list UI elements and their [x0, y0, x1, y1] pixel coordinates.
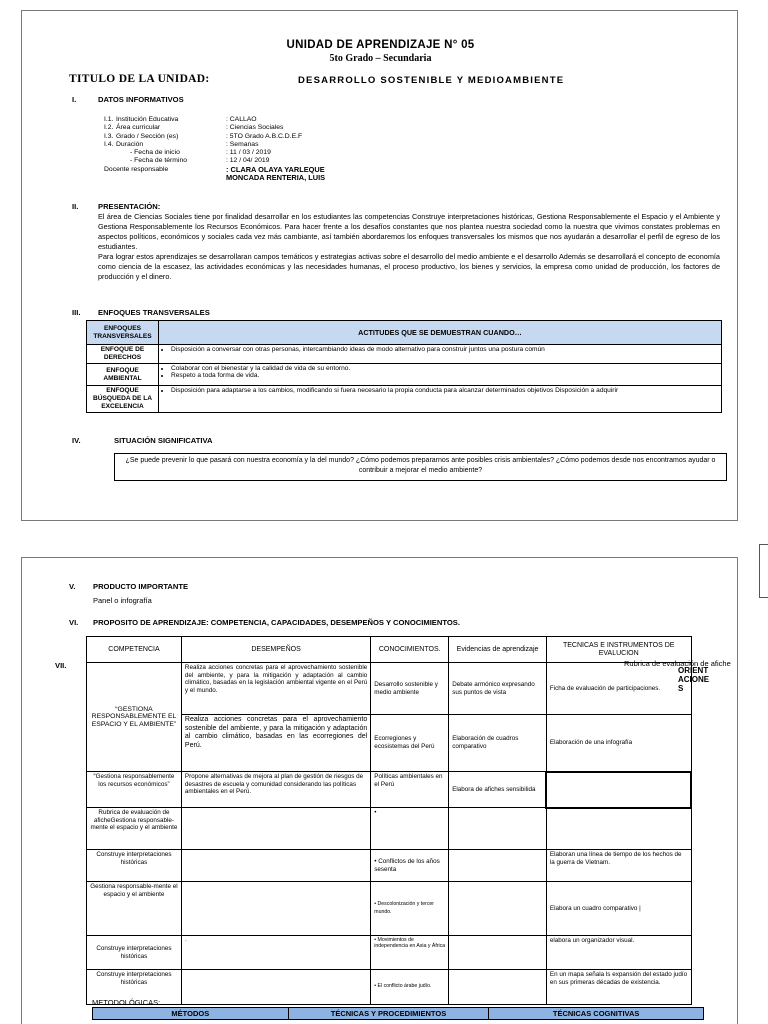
datos-value: : CALLAO [226, 116, 257, 123]
presentacion-text [98, 212, 720, 282]
section-1-number: I. [72, 95, 77, 104]
comp-cell: Rubrica de evaluación de aficheGestiona responsable-mente el espacio y el ambiente [87, 808, 182, 850]
enfoques-header-col2: ACTITUDES QUE SE DEMUESTRAN CUANDO… [159, 321, 722, 345]
datos-number [92, 166, 104, 174]
datos-number: I.1. [104, 116, 114, 123]
conocimiento-text: • El conflicto árabe judío. [374, 983, 431, 989]
section-5-number: V. [69, 582, 76, 591]
section-2-number: II. [72, 202, 79, 211]
datos-row [104, 141, 325, 149]
datos-value: : Semanas [226, 140, 259, 148]
datos-value: : 11 / 03 / 2019 [226, 149, 271, 157]
conocimiento-text: • Conflictos de los años sesenta [374, 858, 440, 873]
enfoque-actitudes [159, 386, 722, 413]
tecnica-cell: Elaboración de una infografía [546, 715, 691, 772]
datos-row [104, 133, 325, 141]
enfoque-row [87, 386, 722, 413]
orient-line: ORIENT [678, 666, 709, 675]
datos-label [104, 174, 226, 182]
titulo-value: DESARROLLO SOSTENIBLE Y MEDIOAMBIENTE [298, 75, 565, 86]
datos-value: : 5TO Grado A.B.C.D.E.F [226, 132, 303, 140]
document-page-1 [21, 10, 738, 521]
conocimiento-cell [371, 850, 449, 882]
datos-label: Docente responsable [104, 165, 169, 173]
tecnica-cell: En un mapa señala ls expansión del estado judío en sus primeras décadas de existencia. [546, 970, 691, 1005]
datos-value: : Ciencias Sociales [226, 124, 284, 132]
comp-cell: Construye interpretaciones históricas [87, 936, 182, 970]
desempeno-cell-empty [181, 882, 370, 936]
section-7-number: VII. [55, 661, 67, 670]
situacion-significativa-box: ¿Se puede prevenir lo que pasará con nuestra economía y la del mundo? ¿Cómo podemos prepararnos ante posibles crisis ambientales? ¿Cómo podemos desde nos encontramos ayudar o contribuir a mejorar el medio ambiente? [114, 453, 727, 481]
desempeno-cell-empty [181, 808, 370, 850]
comp-cell: Gestiona responsable-mente el espacio y el ambiente [87, 882, 182, 936]
met-header-tecnicas-procedimientos: TÉCNICAS Y PROCEDIMIENTOS [288, 1008, 489, 1020]
datos-label: Grado / Sección (es) [116, 132, 179, 140]
presentacion-paragraph-1: El área de Ciencias Sociales tiene por finalidad desarrollar en los estudiantes las competencias Construye interpretaciones históricas, Gestiona Responsablemente el Espacio y el Ambiente y Gestiona Responsablemente los Recursos Económicos. Para hacer frente a los desafíos constantes que nos plantea nuestra sociedad como la nuestra que vivimos constates problemas en aspectos políticos, económicos y sociales cada vez más cambiante, así también abordaremos los enfoques transversales los mismos que nos ayudarán a desarrollar el perfil de egreso de los estudiantes. [98, 212, 720, 251]
enfoque-name: ENFOQUE AMBIENTAL [87, 364, 159, 386]
datos-number [104, 157, 116, 165]
enfoque-row [87, 364, 722, 386]
section-2-title: PRESENTACIÓN: [98, 202, 161, 211]
evidencia-cell-empty [449, 808, 547, 850]
conocimiento-cell [371, 882, 449, 936]
document-page-2 [21, 557, 738, 1024]
conocimiento-cell: • [371, 808, 449, 850]
enfoque-actitudes [159, 364, 722, 386]
rubrica-overflow-text: Rubrica de evaluación de afiche [624, 659, 731, 668]
datos-label: Institución Educativa [116, 116, 179, 123]
comp-header-evidencias: Evidencias de aprendizaje [449, 637, 547, 663]
section-3-number: III. [72, 308, 81, 317]
tecnica-cell: elabora un organizador visual. [546, 936, 691, 970]
datos-number [104, 149, 116, 157]
datos-value: MONCADA RENTERIA, LUIS [226, 173, 326, 183]
actitud-item: • Colaborar con el bienestar y la calidad de vida de su entorno. [171, 365, 718, 372]
orient-line: S [678, 684, 684, 693]
section-1-title: DATOS INFORMATIVOS [98, 95, 184, 104]
unit-title: UNIDAD DE APRENDIZAJE N° 05 [286, 39, 475, 51]
datos-number: I.2. [104, 124, 114, 132]
tecnica-cell: Elabora un cuadro comparativo | [546, 882, 691, 936]
desempeno-cell: Propone alternativas de mejora al plan de gestión de riesgos de desastres de escuela y comunidad considerando las políticas ambientales en el Perú. [181, 772, 370, 808]
actitud-item: • Disposición a conversar con otras personas, intercambiando ideas de modo alternativo para construir juntos una postura común [171, 346, 718, 353]
desempeno-cell: Realiza acciones concretas para el aprovechamiento sostenible del ambiente, y para la mitigación y adaptación al cambio climático, basadas en las ecorregiones del Perú. [181, 715, 370, 772]
tecnica-cell: Ficha de evaluación de participaciones. [546, 663, 691, 715]
enfoque-actitudes [159, 345, 722, 364]
datos-row [92, 174, 325, 182]
comp-cell: “Gestiona responsablemente los recursos económicos” [87, 772, 182, 808]
tecnica-cell-empty [546, 808, 691, 850]
datos-row [104, 124, 325, 132]
evidencia-cell-empty [449, 970, 547, 1005]
datos-number: I.4. [104, 140, 114, 148]
section-4-title: SITUACIÓN SIGNIFICATIVA [114, 436, 213, 445]
grade-subtitle: 5to Grado – Secundaria [329, 53, 432, 64]
comp-cell: Construye interpretaciones históricas [87, 850, 182, 882]
presentacion-paragraph-2: Para lograr estos aprendizajes se desarrollaran campos temáticos y estrategias activas sobre el desarrollo del medio ambiente e el desarrollo Además se desarrollará el concepto de economía como ciencia de la escasez, las actividades económicas y las necesidades humanas, el proceso productivo, los bienes y servicios, la empresa como unidad de producción, los factores de producción y el dinero. [98, 252, 720, 281]
comp-cell: “GESTIONA RESPONSABLEMENTE EL ESPACIO Y EL AMBIENTE” [87, 663, 182, 772]
desempeno-cell: · [181, 936, 370, 970]
enfoques-header-col1: ENFOQUES TRANSVERSALES [87, 321, 159, 345]
metodologicas-title: METODOLÓGICAS: [92, 998, 161, 1007]
conocimiento-cell [371, 970, 449, 1005]
enfoques-table [86, 320, 722, 413]
comp-cell: Construye interpretaciones históricas [87, 970, 182, 1005]
datos-number: I.3. [104, 132, 114, 140]
conocimiento-cell: Desarrollo sostenible y medio ambiente [371, 663, 449, 715]
datos-label: - Fecha de término [130, 157, 188, 165]
comp-header-desempenos: DESEMPEÑOS [181, 637, 370, 663]
datos-number [92, 174, 104, 182]
titulo-label: TITULO DE LA UNIDAD: [69, 73, 210, 85]
tecnica-cell-empty [546, 772, 691, 808]
evidencia-cell: Debate armónico expresando sus puntos de vista [449, 663, 547, 715]
orient-line: ACIONE [678, 675, 710, 684]
section-4-number: IV. [72, 436, 81, 445]
evidencia-cell-empty [449, 936, 547, 970]
comp-header-tecnicas: TECNICAS E INSTRUMENTOS DE EVALUCION [546, 637, 691, 663]
conocimiento-cell: Políticas ambientales en el Perú [371, 772, 449, 808]
comp-header-competencia: COMPETENCIA [87, 637, 182, 663]
producto-value: Panel o infografía [93, 596, 152, 605]
datos-informativos-list [104, 116, 325, 182]
desempeno-cell: Realiza acciones concretas para el aprovechamiento sostenible del ambiente, y para la mitigación y adaptación al cambio climático, basadas en la legislación ambiental vigente en el Perú y el mundo. [181, 663, 370, 715]
enfoque-row [87, 345, 722, 364]
evidencia-cell: Elaboración de cuadros comparativo [449, 715, 547, 772]
datos-row [104, 149, 325, 157]
met-header-tecnicas-cognitivas: TÉCNICAS COGNITIVAS [489, 1008, 704, 1020]
comp-header-conocimientos: CONOCIMIENTOS. [371, 637, 449, 663]
datos-label: Área curricular [116, 124, 161, 132]
section-5-title: PRODUCTO IMPORTANTE [93, 582, 189, 591]
enfoque-name: ENFOQUE DE DERECHOS [87, 345, 159, 364]
conocimiento-cell [371, 936, 449, 970]
orientaciones-overflow-text [678, 666, 709, 693]
adjacent-page-edge [759, 544, 768, 598]
tecnica-cell: Elaboran una línea de tiempo de los hechos de la guerra de Vietnam. [546, 850, 691, 882]
conocimiento-text: • Descolonización y tercer mundo. [374, 901, 434, 915]
evidencia-cell-empty [449, 882, 547, 936]
actitud-item: • Disposición para adaptarse a los cambios, modificando si fuera necesario la propia conducta para alcanzar determinados objetivos Disposición a adquirir [171, 387, 718, 394]
desempeno-cell-empty [181, 850, 370, 882]
datos-label: Duración [116, 140, 144, 148]
desempeno-cell-empty [181, 970, 370, 1005]
datos-label: - Fecha de inicio [130, 149, 180, 157]
conocimiento-text: • Movimientos de independencia en Asia y África [374, 937, 445, 949]
actitud-item: • Respeto a toda forma de vida. [171, 372, 718, 379]
section-3-title: ENFOQUES TRANSVERSALES [98, 308, 210, 317]
evidencia-cell-empty [449, 850, 547, 882]
conocimiento-cell: Ecorregiones y ecosistemas del Perú [371, 715, 449, 772]
enfoque-name: ENFOQUE BÚSQUEDA DE LA EXCELENCIA [87, 386, 159, 413]
met-header-metodos: MÉTODOS [93, 1008, 289, 1020]
evidencia-cell: Elabora de afiches sensibilida [449, 772, 547, 808]
section-6-title: PROPOSITO DE APRENDIZAJE: COMPETENCIA, CAPACIDADES, DESEMPEÑOS Y CONOCIMIENTOS. [93, 618, 460, 627]
metodologicas-table [92, 1007, 704, 1020]
datos-value: : 12 / 04/ 2019 [226, 157, 270, 165]
competencias-table [86, 636, 692, 1005]
section-6-number: VI. [69, 618, 79, 627]
datos-value: : CLARA OLAYA YARLEQUE [226, 164, 325, 174]
